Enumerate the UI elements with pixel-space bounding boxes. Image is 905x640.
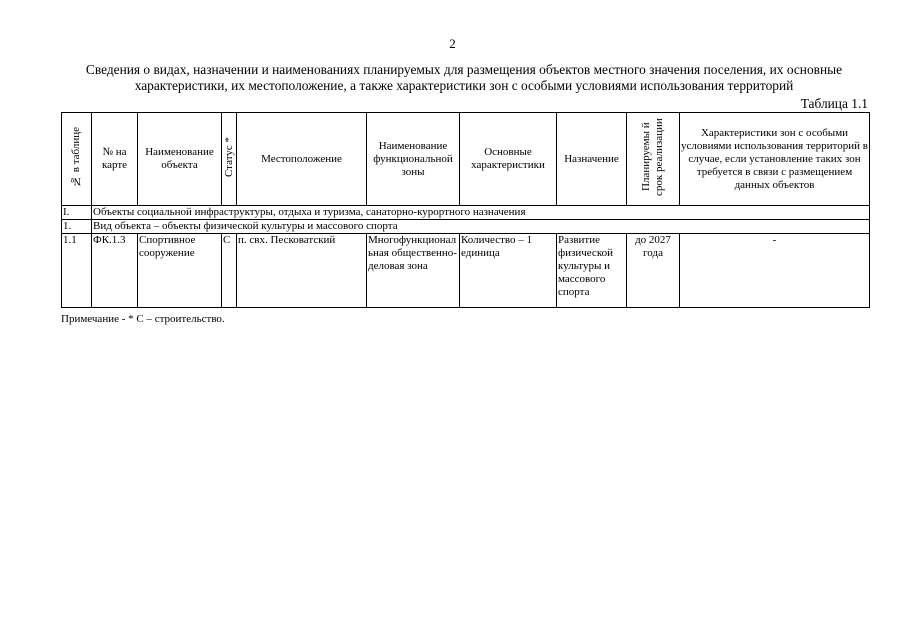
cell-purpose: Развитие физической культуры и массового спорта [557,234,627,308]
cell-status: С [222,234,237,308]
table-header-row [62,113,870,206]
header-location: Местоположение [237,113,367,206]
footnote: Примечание - * С – строительство. [61,313,225,325]
subsection-num: 1. [62,220,92,234]
table-row [62,234,870,308]
header-purpose: Назначение [557,113,627,206]
header-name: Наименование объекта [138,113,222,206]
cell-characteristics: Количество – 1 единица [460,234,557,308]
header-term: Планируемы й срок реализации [627,113,680,206]
cell-num: 1.1 [62,234,92,308]
document-title: Сведения о видах, назначении и наименованиях планируемых для размещения объектов местного значения поселения, их основные характеристики, их местоположение, а также характеристики зон с особыми условиями использования территорий [85,62,843,93]
cell-map-num: ФК.1.3 [92,234,138,308]
section-num: I. [62,206,92,220]
cell-func-zone: Многофункциональная общественно-деловая зона [367,234,460,308]
header-func-zone: Наименование функциональной зоны [367,113,460,206]
header-map-num: № на карте [92,113,138,206]
objects-table [61,112,870,308]
section-title: Объекты социальной инфраструктуры, отдыха и туризма, санаторно-курортного назначения [92,206,870,220]
header-characteristics: Основные характеристики [460,113,557,206]
page-number: 2 [449,36,456,51]
subsection-row [62,220,870,234]
cell-location: п. свх. Песковатский [237,234,367,308]
subsection-title: Вид объекта – объекты физической культуры и массового спорта [92,220,870,234]
table-caption: Таблица 1.1 [800,96,868,111]
header-zones: Характеристики зон с особыми условиями использования территорий в случае, если установление таких зон требуется в связи с размещением данных объектов [680,113,870,206]
header-num: № в таблице [62,113,92,206]
cell-term: до 2027 года [627,234,680,308]
cell-zones: - [680,234,870,308]
header-status: Статус * [222,113,237,206]
cell-name: Спортивное сооружение [138,234,222,308]
section-row [62,206,870,220]
